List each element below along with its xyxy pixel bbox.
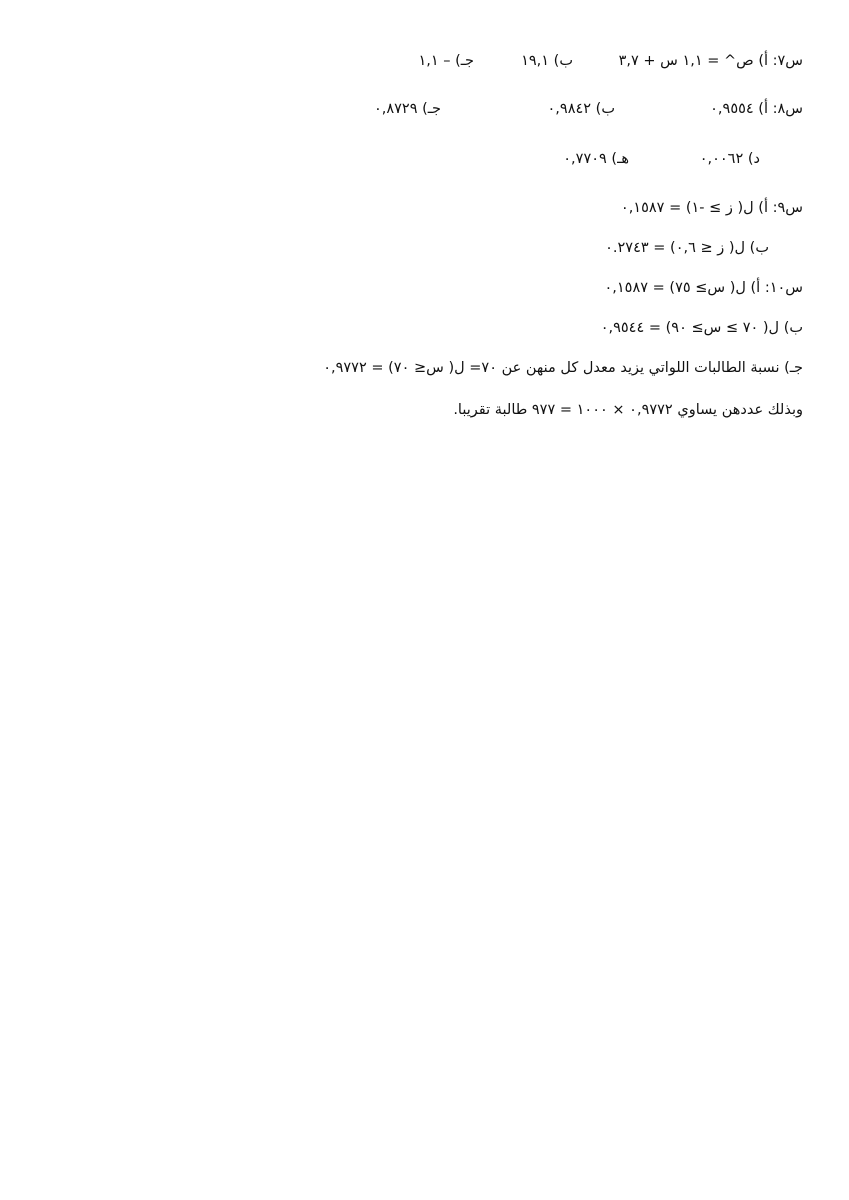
q8-part-e: هـ) ٠,٧٧٠٩: [563, 151, 629, 167]
q7-part-c: جـ) – ١,١: [418, 53, 474, 69]
q10-part-d: وبذلك عددهن يساوي ٠,٩٧٧٢ × ١٠٠٠ = ٩٧٧ طالبة تقريبا.: [453, 402, 803, 418]
q9-part-a: س٩: أ) ل( ز ≥ -١) = ٠,١٥٨٧: [620, 200, 803, 216]
q10-part-b: ب) ل( ٧٠ ≥ س≥ ٩٠) = ٠,٩٥٤٤: [600, 320, 803, 336]
q7-part-a: س٧: أ) ص^ = ١,١ س + ٣,٧: [618, 53, 803, 69]
q8-part-c: جـ) ٠,٨٧٢٩: [373, 101, 441, 117]
q10-part-c: جـ) نسبة الطالبات اللواتي يزيد معدل كل منهن عن ٧٠= ل( س≤ ٧٠) = ٠,٩٧٧٢: [323, 360, 803, 376]
q9-part-b: ب) ل( ز ≤ ٠,٦) = ٠.٢٧٤٣: [605, 240, 769, 256]
q8-part-d: د) ٠,٠٠٦٢: [699, 151, 760, 167]
q8-part-b: ب) ٠,٩٨٤٢: [547, 101, 615, 117]
q10-part-a: س١٠: أ) ل( س≥ ٧٥) = ٠,١٥٨٧: [604, 280, 803, 296]
q8-part-a: س٨: أ) ٠,٩٥٥٤: [710, 101, 803, 117]
q7-part-b: ب) ١٩,١: [521, 53, 573, 69]
